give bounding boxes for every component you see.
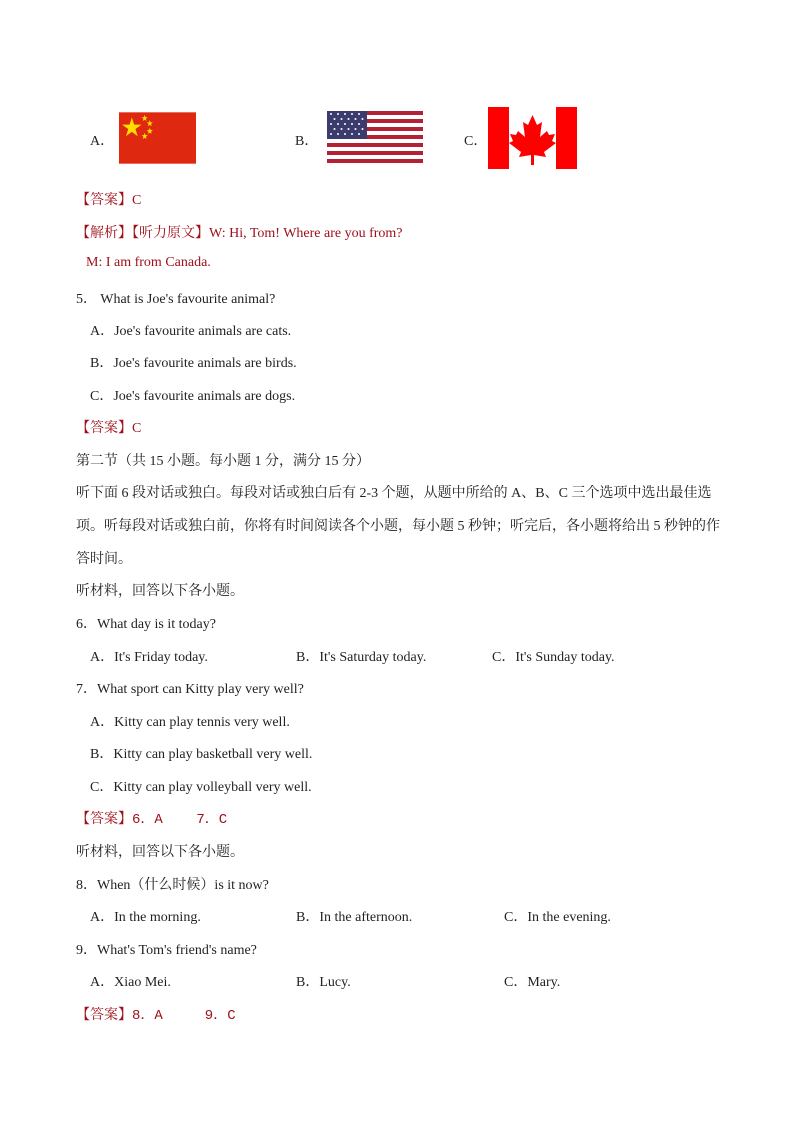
question-7: 7．What sport can Kitty play very well? [76, 682, 304, 697]
option-c-label: C． [464, 134, 488, 149]
analysis-tag: 【解析】【听力原文】 [76, 226, 209, 241]
canada-flag-icon [488, 107, 577, 169]
q6-option-a: A．It's Friday today. [90, 650, 208, 665]
instructions-line-1: 听下面 6 段对话或独白。每段对话或独白后有 2-3 个题，从题中所给的 A、B、C 三个选项中选出最佳选 [76, 486, 712, 501]
q9-option-c: C．Mary. [504, 975, 561, 990]
option-b-label: B． [295, 134, 319, 149]
answer-tag: 【答案】 [76, 1008, 132, 1023]
answers-8-9 [76, 1004, 236, 1024]
analysis-line [76, 222, 403, 242]
section-heading: 第二节（共 15 小题。每小题 1 分，满分 15 分） [76, 454, 370, 469]
listen-instruction: 听材料，回答以下各小题。 [76, 584, 244, 599]
q9-option-a: A．Xiao Mei. [90, 975, 171, 990]
question-5: 5． What is Joe's favourite animal? [76, 292, 276, 307]
q8-option-a: A．In the morning. [90, 910, 201, 925]
q8-option-c: C．In the evening. [504, 910, 611, 925]
q9-option-b: B．Lucy. [296, 975, 351, 990]
q7-option-a: A．Kitty can play tennis very well. [90, 715, 290, 730]
question-9: 9．What's Tom's friend's name? [76, 943, 257, 958]
transcript-line-1: W: Hi, Tom! Where are you from? [209, 226, 403, 241]
answer-value: C [132, 421, 142, 436]
q5-answer-line [76, 417, 141, 437]
china-flag-icon [119, 109, 196, 167]
answer-tag: 【答案】 [76, 812, 132, 827]
answers-6-7 [76, 808, 227, 828]
question-6: 6．What day is it today? [76, 617, 216, 632]
q5-option-c: C．Joe's favourite animals are dogs. [90, 389, 296, 404]
q8-option-b: B．In the afternoon. [296, 910, 413, 925]
option-a-label: A． [90, 134, 115, 149]
answer-line [76, 189, 141, 209]
listen-instruction-2: 听材料，回答以下各小题。 [76, 845, 244, 860]
question-8: 8．When（什么时候）is it now? [76, 878, 269, 893]
answer-value: 6．A 7．C [132, 812, 228, 828]
answer-tag: 【答案】 [76, 421, 132, 436]
instructions-line-2: 项。听每段对话或独白前，你将有时间阅读各个小题，每小题 5 秒钟；听完后，各小题将给出 5 秒钟的作 [76, 519, 720, 534]
q5-option-b: B．Joe's favourite animals are birds. [90, 356, 297, 371]
q7-option-c: C．Kitty can play volleyball very well. [90, 780, 312, 795]
transcript-line-2: M: I am from Canada. [86, 255, 211, 270]
q7-option-b: B．Kitty can play basketball very well. [90, 747, 313, 762]
answer-value: 8．A 9．C [132, 1008, 236, 1024]
usa-flag-icon [327, 111, 423, 163]
answer-tag: 【答案】 [76, 193, 132, 208]
instructions-line-3: 答时间。 [76, 552, 132, 567]
q6-option-b: B．It's Saturday today. [296, 650, 427, 665]
q5-option-a: A．Joe's favourite animals are cats. [90, 324, 292, 339]
q6-option-c: C．It's Sunday today. [492, 650, 615, 665]
answer-value: C [132, 193, 142, 208]
